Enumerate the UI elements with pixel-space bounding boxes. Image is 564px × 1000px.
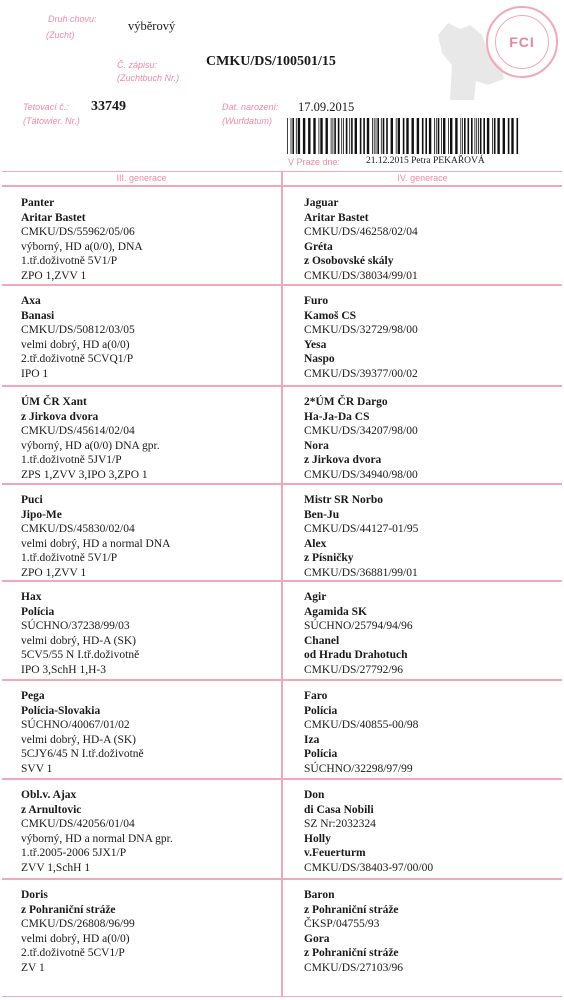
barcode-bar bbox=[406, 118, 408, 154]
barcode-bar bbox=[287, 118, 288, 154]
ancestor-detail-line: výborný, HD a(0/0), DNA bbox=[21, 240, 143, 253]
barcode-bar bbox=[376, 118, 377, 154]
ancestor-detail-line: výborný, HD a normal DNA gpr. bbox=[21, 832, 173, 845]
ancestor-detail-line: SZ Nr:2032324 bbox=[304, 818, 376, 831]
birth-date-value: 17.09.2015 bbox=[298, 100, 355, 114]
ancestor-detail-line: 1.tř.2005-2006 5JX1/P bbox=[21, 847, 127, 860]
barcode-bar bbox=[441, 118, 442, 154]
breed-label: Druh chovu: bbox=[48, 14, 97, 24]
barcode-bar bbox=[374, 118, 375, 154]
ancestor-name-line: Jipo-Me bbox=[21, 508, 62, 521]
ancestor-name-line: Agamida SK bbox=[304, 605, 367, 618]
ancestor-detail-line: CMKU/DS/50812/03/05 bbox=[21, 324, 135, 337]
ancestor-name-line: Chanel bbox=[304, 634, 340, 647]
barcode-bar bbox=[326, 118, 328, 154]
ancestor-name-line: Furo bbox=[304, 295, 329, 307]
birth-date-label-de: (Wurfdatum) bbox=[222, 116, 273, 126]
barcode-bar bbox=[462, 118, 463, 154]
barcode-bar bbox=[331, 118, 332, 154]
barcode-bar bbox=[338, 118, 340, 154]
barcode-bar bbox=[517, 118, 519, 154]
ancestor-detail-line: velmi dobrý, HD-A (SK) bbox=[21, 634, 136, 647]
ancestor-name-line: Panter bbox=[21, 197, 55, 209]
generation-4-ancestor-cell bbox=[304, 590, 413, 678]
barcode-bar bbox=[391, 118, 393, 154]
ancestor-name-line: v.Feuerturm bbox=[304, 847, 366, 860]
barcode-bar bbox=[386, 118, 388, 154]
ancestor-detail-line: SÚCHNO/40067/01/02 bbox=[21, 719, 130, 732]
ancestor-name-line: Doris bbox=[21, 889, 48, 901]
pedigree-table bbox=[2, 171, 562, 997]
generation-3-ancestor-cell bbox=[21, 395, 160, 483]
barcode-bar bbox=[511, 118, 513, 154]
ancestor-name-line: z Pohraniční stráže bbox=[304, 947, 399, 960]
ancestor-detail-line: SÚCHNO/32298/97/99 bbox=[304, 762, 413, 775]
ancestor-detail-line: CMKU/DS/38034/99/01 bbox=[304, 269, 418, 282]
ancestor-name-line: ÚM ČR Xant bbox=[21, 396, 87, 408]
ancestor-name-line: Axa bbox=[21, 295, 41, 307]
breed-value: výběrový bbox=[128, 19, 176, 33]
breed-label-de: (Zucht) bbox=[46, 30, 75, 40]
ancestor-name-line: Holly bbox=[304, 832, 331, 845]
row-divider bbox=[2, 385, 562, 387]
ancestor-name-line: Pega bbox=[21, 690, 45, 702]
registration-number: CMKU/DS/100501/15 bbox=[206, 54, 336, 69]
barcode-bar bbox=[334, 118, 336, 154]
barcode-bar bbox=[396, 118, 397, 154]
row-divider bbox=[2, 284, 562, 286]
barcode-bar bbox=[487, 118, 489, 154]
ancestor-detail-line: CMKU/DS/44127-01/95 bbox=[304, 523, 419, 536]
fci-seal-label: FCI bbox=[495, 15, 549, 69]
barcode-bar bbox=[363, 118, 365, 154]
barcode-bar bbox=[464, 118, 466, 154]
ancestor-detail-line: ZVV 1,SchH 1 bbox=[21, 861, 91, 874]
barcode-bar bbox=[475, 118, 476, 154]
row-divider bbox=[2, 878, 562, 880]
generation-3-ancestor-cell bbox=[21, 294, 135, 382]
ancestor-detail-line: ZPS 1,ZVV 3,IPO 3,ZPO 1 bbox=[21, 468, 148, 481]
ancestor-detail-line: CMKU/DS/40855-00/98 bbox=[304, 719, 419, 732]
ancestor-name-line: Agir bbox=[304, 591, 327, 603]
column-header-generation-3: III. generace bbox=[116, 173, 167, 183]
barcode-bar bbox=[448, 118, 449, 154]
barcode-bar bbox=[367, 118, 369, 154]
ancestor-name-line: Naspo bbox=[304, 353, 335, 366]
ancestor-detail-line: 1.tř.doživotně 5V1/P bbox=[21, 255, 118, 268]
ancestor-detail-line: CMKU/DS/39377/00/02 bbox=[304, 367, 418, 380]
ancestor-detail-line: ZV 1 bbox=[21, 961, 45, 974]
ancestor-name-line: z Pohraniční stráže bbox=[304, 903, 399, 916]
ancestor-name-line: Baron bbox=[304, 889, 335, 901]
barcode-bar bbox=[381, 118, 382, 154]
ancestor-name-line: z Arnultovic bbox=[21, 803, 82, 816]
ancestor-detail-line: CMKU/DS/34940/98/00 bbox=[304, 468, 418, 481]
ancestor-name-line: z Písničky bbox=[304, 552, 354, 565]
barcode-bar bbox=[417, 118, 419, 154]
barcode-bar bbox=[508, 118, 510, 154]
barcode-bar bbox=[438, 118, 440, 154]
tattoo-number: 33749 bbox=[91, 99, 126, 114]
ancestor-name-line: Aritar Bastet bbox=[21, 211, 86, 224]
ancestor-detail-line: 5CJY6/45 N I.tř.doživotně bbox=[21, 748, 144, 761]
barcode-bar bbox=[319, 118, 320, 154]
ancestor-name-line: Polícia bbox=[304, 748, 338, 761]
ancestor-name-line: Banasi bbox=[21, 309, 55, 322]
ancestor-detail-line: velmi dobrý, HD a(0/0) bbox=[21, 338, 130, 351]
generation-4-ancestor-cell bbox=[304, 888, 403, 976]
barcode-bar bbox=[313, 118, 315, 154]
ancestor-name-line: Ben-Ju bbox=[304, 508, 340, 521]
generation-3-ancestor-cell bbox=[21, 196, 143, 284]
ancestor-detail-line: ZPO 1,ZVV 1 bbox=[21, 566, 87, 579]
ancestor-detail-line: IPO 3,SchH 1,H-3 bbox=[21, 663, 106, 676]
ancestor-name-line: Iza bbox=[304, 733, 320, 746]
tattoo-label: Tetovací č.: bbox=[23, 102, 69, 112]
ancestor-detail-line: CMKU/DS/45830/02/04 bbox=[21, 523, 135, 536]
barcode-bar bbox=[436, 118, 437, 154]
barcode-bar bbox=[296, 118, 297, 154]
barcode-bar bbox=[360, 118, 362, 154]
issue-date-signature: 21.12.2015 Petra PEKAŘOVÁ bbox=[366, 156, 485, 166]
ancestor-name-line: z Osobovské skály bbox=[304, 255, 394, 268]
ancestor-detail-line: ČKSP/04755/93 bbox=[304, 918, 380, 931]
ancestor-detail-line: velmi dobrý, HD-A (SK) bbox=[21, 733, 136, 746]
ancestor-detail-line: velmi dobrý, HD a normal DNA bbox=[21, 537, 171, 550]
ancestor-name-line: Don bbox=[304, 789, 325, 801]
barcode-bar bbox=[483, 118, 485, 154]
ancestor-name-line: Polícia bbox=[304, 704, 338, 717]
barcode-bar bbox=[476, 118, 477, 154]
ancestor-detail-line: 2.tř.doživotně 5CV1/P bbox=[21, 947, 125, 960]
barcode-bar bbox=[341, 118, 342, 154]
column-divider bbox=[281, 172, 283, 996]
ancestor-name-line: z Jirkova dvora bbox=[304, 454, 382, 467]
ancestor-name-line: Puci bbox=[21, 494, 43, 506]
ancestor-detail-line: CMKU/DS/45614/02/04 bbox=[21, 425, 135, 438]
barcode-bar bbox=[377, 118, 379, 154]
generation-3-ancestor-cell bbox=[21, 788, 173, 876]
barcode-bar bbox=[494, 118, 496, 154]
barcode-bar bbox=[320, 118, 322, 154]
ancestor-detail-line: SÚCHNO/37238/99/03 bbox=[21, 620, 130, 633]
barcode-bar bbox=[492, 118, 493, 154]
ancestor-name-line: z Jirkova dvora bbox=[21, 410, 99, 423]
generation-4-ancestor-cell bbox=[304, 395, 418, 483]
ancestor-detail-line: velmi dobrý, HD a(0/0) bbox=[21, 932, 130, 945]
ancestor-name-line: Jaguar bbox=[304, 197, 339, 209]
ancestor-name-line: od Hradu Drahotuch bbox=[304, 649, 408, 662]
row-divider bbox=[2, 679, 562, 681]
ancestor-name-line: Polícia bbox=[21, 605, 55, 618]
barcode-bar bbox=[351, 118, 353, 154]
ancestor-detail-line: CMKU/DS/26808/96/99 bbox=[21, 918, 135, 931]
barcode-bar bbox=[503, 118, 505, 154]
ancestor-name-line: Hax bbox=[21, 591, 42, 603]
ancestor-name-line: Aritar Bastet bbox=[304, 211, 369, 224]
generation-4-ancestor-cell bbox=[304, 493, 418, 581]
ancestor-detail-line: IPO 1 bbox=[21, 367, 49, 380]
ancestor-detail-line: CMKU/DS/27792/96 bbox=[304, 663, 404, 676]
birth-date-label: Dat. narození: bbox=[222, 102, 279, 112]
ancestor-name-line: Kamoš CS bbox=[304, 309, 357, 322]
barcode-bar bbox=[292, 118, 294, 154]
ancestor-detail-line: výborný, HD a(0/0) DNA gpr. bbox=[21, 439, 160, 452]
ancestor-detail-line: CMKU/DS/46258/02/04 bbox=[304, 226, 418, 239]
barcode-bar bbox=[478, 118, 479, 154]
barcode-bar bbox=[291, 118, 292, 154]
generation-4-ancestor-cell bbox=[304, 689, 418, 777]
ancestor-name-line: Mistr SR Norbo bbox=[304, 494, 384, 506]
ancestor-detail-line: CMKU/DS/55962/05/06 bbox=[21, 226, 135, 239]
ancestor-detail-line: CMKU/DS/34207/98/00 bbox=[304, 425, 418, 438]
barcode-bar bbox=[303, 118, 305, 154]
ancestor-name-line: di Casa Nobili bbox=[304, 803, 374, 816]
barcode-bar bbox=[480, 118, 482, 154]
ancestor-name-line: Faro bbox=[304, 690, 328, 702]
ancestor-detail-line: SÚCHNO/25794/94/96 bbox=[304, 620, 413, 633]
barcode-bar bbox=[398, 118, 400, 154]
generation-4-ancestor-cell bbox=[304, 788, 433, 876]
barcode-bar bbox=[429, 118, 431, 154]
registration-label: Č. zápisu: bbox=[117, 60, 158, 70]
ancestor-name-line: Gora bbox=[304, 932, 330, 945]
barcode-bar bbox=[497, 118, 499, 154]
tattoo-label-de: (Tätowier. Nr.) bbox=[23, 116, 80, 126]
barcode-bar bbox=[422, 118, 424, 154]
ancestor-name-line: Polícia-Slovakia bbox=[21, 704, 101, 717]
barcode-bar bbox=[460, 118, 461, 154]
barcode-bar bbox=[333, 118, 334, 154]
generation-3-ancestor-cell bbox=[21, 689, 144, 777]
barcode-bar bbox=[471, 118, 473, 154]
ancestor-detail-line: CMKU/DS/38403-97/00/00 bbox=[304, 861, 434, 874]
row-divider bbox=[2, 580, 562, 582]
generation-3-ancestor-cell bbox=[21, 590, 139, 678]
ancestor-detail-line: CMKU/DS/42056/01/04 bbox=[21, 818, 135, 831]
barcode-bar bbox=[298, 118, 300, 154]
ancestor-name-line: z Pohraniční stráže bbox=[21, 903, 116, 916]
ancestor-detail-line: CMKU/DS/27103/96 bbox=[304, 961, 404, 974]
ancestor-detail-line: CMKU/DS/36881/99/01 bbox=[304, 566, 418, 579]
generation-3-ancestor-cell bbox=[21, 493, 170, 581]
barcode-bar bbox=[450, 118, 452, 154]
barcode-bar bbox=[372, 118, 373, 154]
barcode-bar bbox=[425, 118, 427, 154]
row-divider bbox=[2, 778, 562, 780]
barcode-bar bbox=[383, 118, 385, 154]
barcode-bar bbox=[455, 118, 457, 154]
barcode-bar bbox=[403, 118, 405, 154]
barcode-bar bbox=[355, 118, 357, 154]
ancestor-name-line: Yesa bbox=[304, 338, 327, 351]
ancestor-name-line: Alex bbox=[304, 537, 327, 550]
ancestor-detail-line: 2.tř.doživotně 5CVQ1/P bbox=[21, 353, 134, 366]
ancestor-detail-line: 1.tř.doživotně 5V1/P bbox=[21, 552, 118, 565]
fci-seal-stamp bbox=[486, 6, 558, 78]
row-divider bbox=[2, 483, 562, 485]
generation-4-ancestor-cell bbox=[304, 294, 418, 382]
issue-place-label: V Praze dne: bbox=[288, 157, 341, 167]
barcode-bar bbox=[412, 118, 414, 154]
barcode-bar bbox=[308, 118, 310, 154]
barcode-bar bbox=[434, 118, 435, 154]
barcode-bar bbox=[349, 118, 350, 154]
ancestor-detail-line: 5CV5/55 N I.tř.doživotně bbox=[21, 649, 140, 662]
barcode-bar bbox=[468, 118, 470, 154]
ancestor-detail-line: CMKU/DS/32729/98/00 bbox=[304, 324, 418, 337]
barcode-bar bbox=[343, 118, 344, 154]
ancestor-name-line: Obl.v. Ajax bbox=[21, 789, 77, 801]
registration-label-de: (Zuchtbuch Nr.) bbox=[117, 73, 180, 83]
generation-4-ancestor-cell bbox=[304, 196, 418, 284]
ancestor-name-line: 2*ÚM ČR Dargo bbox=[304, 396, 388, 408]
ancestor-detail-line: ZPO 1,ZVV 1 bbox=[21, 269, 87, 282]
ancestor-detail-line: 1.tř.doživotně 5JV1/P bbox=[21, 454, 122, 467]
barcode-bar bbox=[443, 118, 445, 154]
barcode-bar bbox=[346, 118, 348, 154]
ancestor-name-line: Gréta bbox=[304, 240, 333, 253]
barcode bbox=[287, 118, 519, 154]
generation-3-ancestor-cell bbox=[21, 888, 135, 976]
ancestor-name-line: Ha-Ja-Da CS bbox=[304, 410, 370, 423]
column-header-generation-4: IV. generace bbox=[397, 173, 448, 183]
ancestor-detail-line: SVV 1 bbox=[21, 762, 53, 775]
ancestor-name-line: Nora bbox=[304, 439, 329, 452]
